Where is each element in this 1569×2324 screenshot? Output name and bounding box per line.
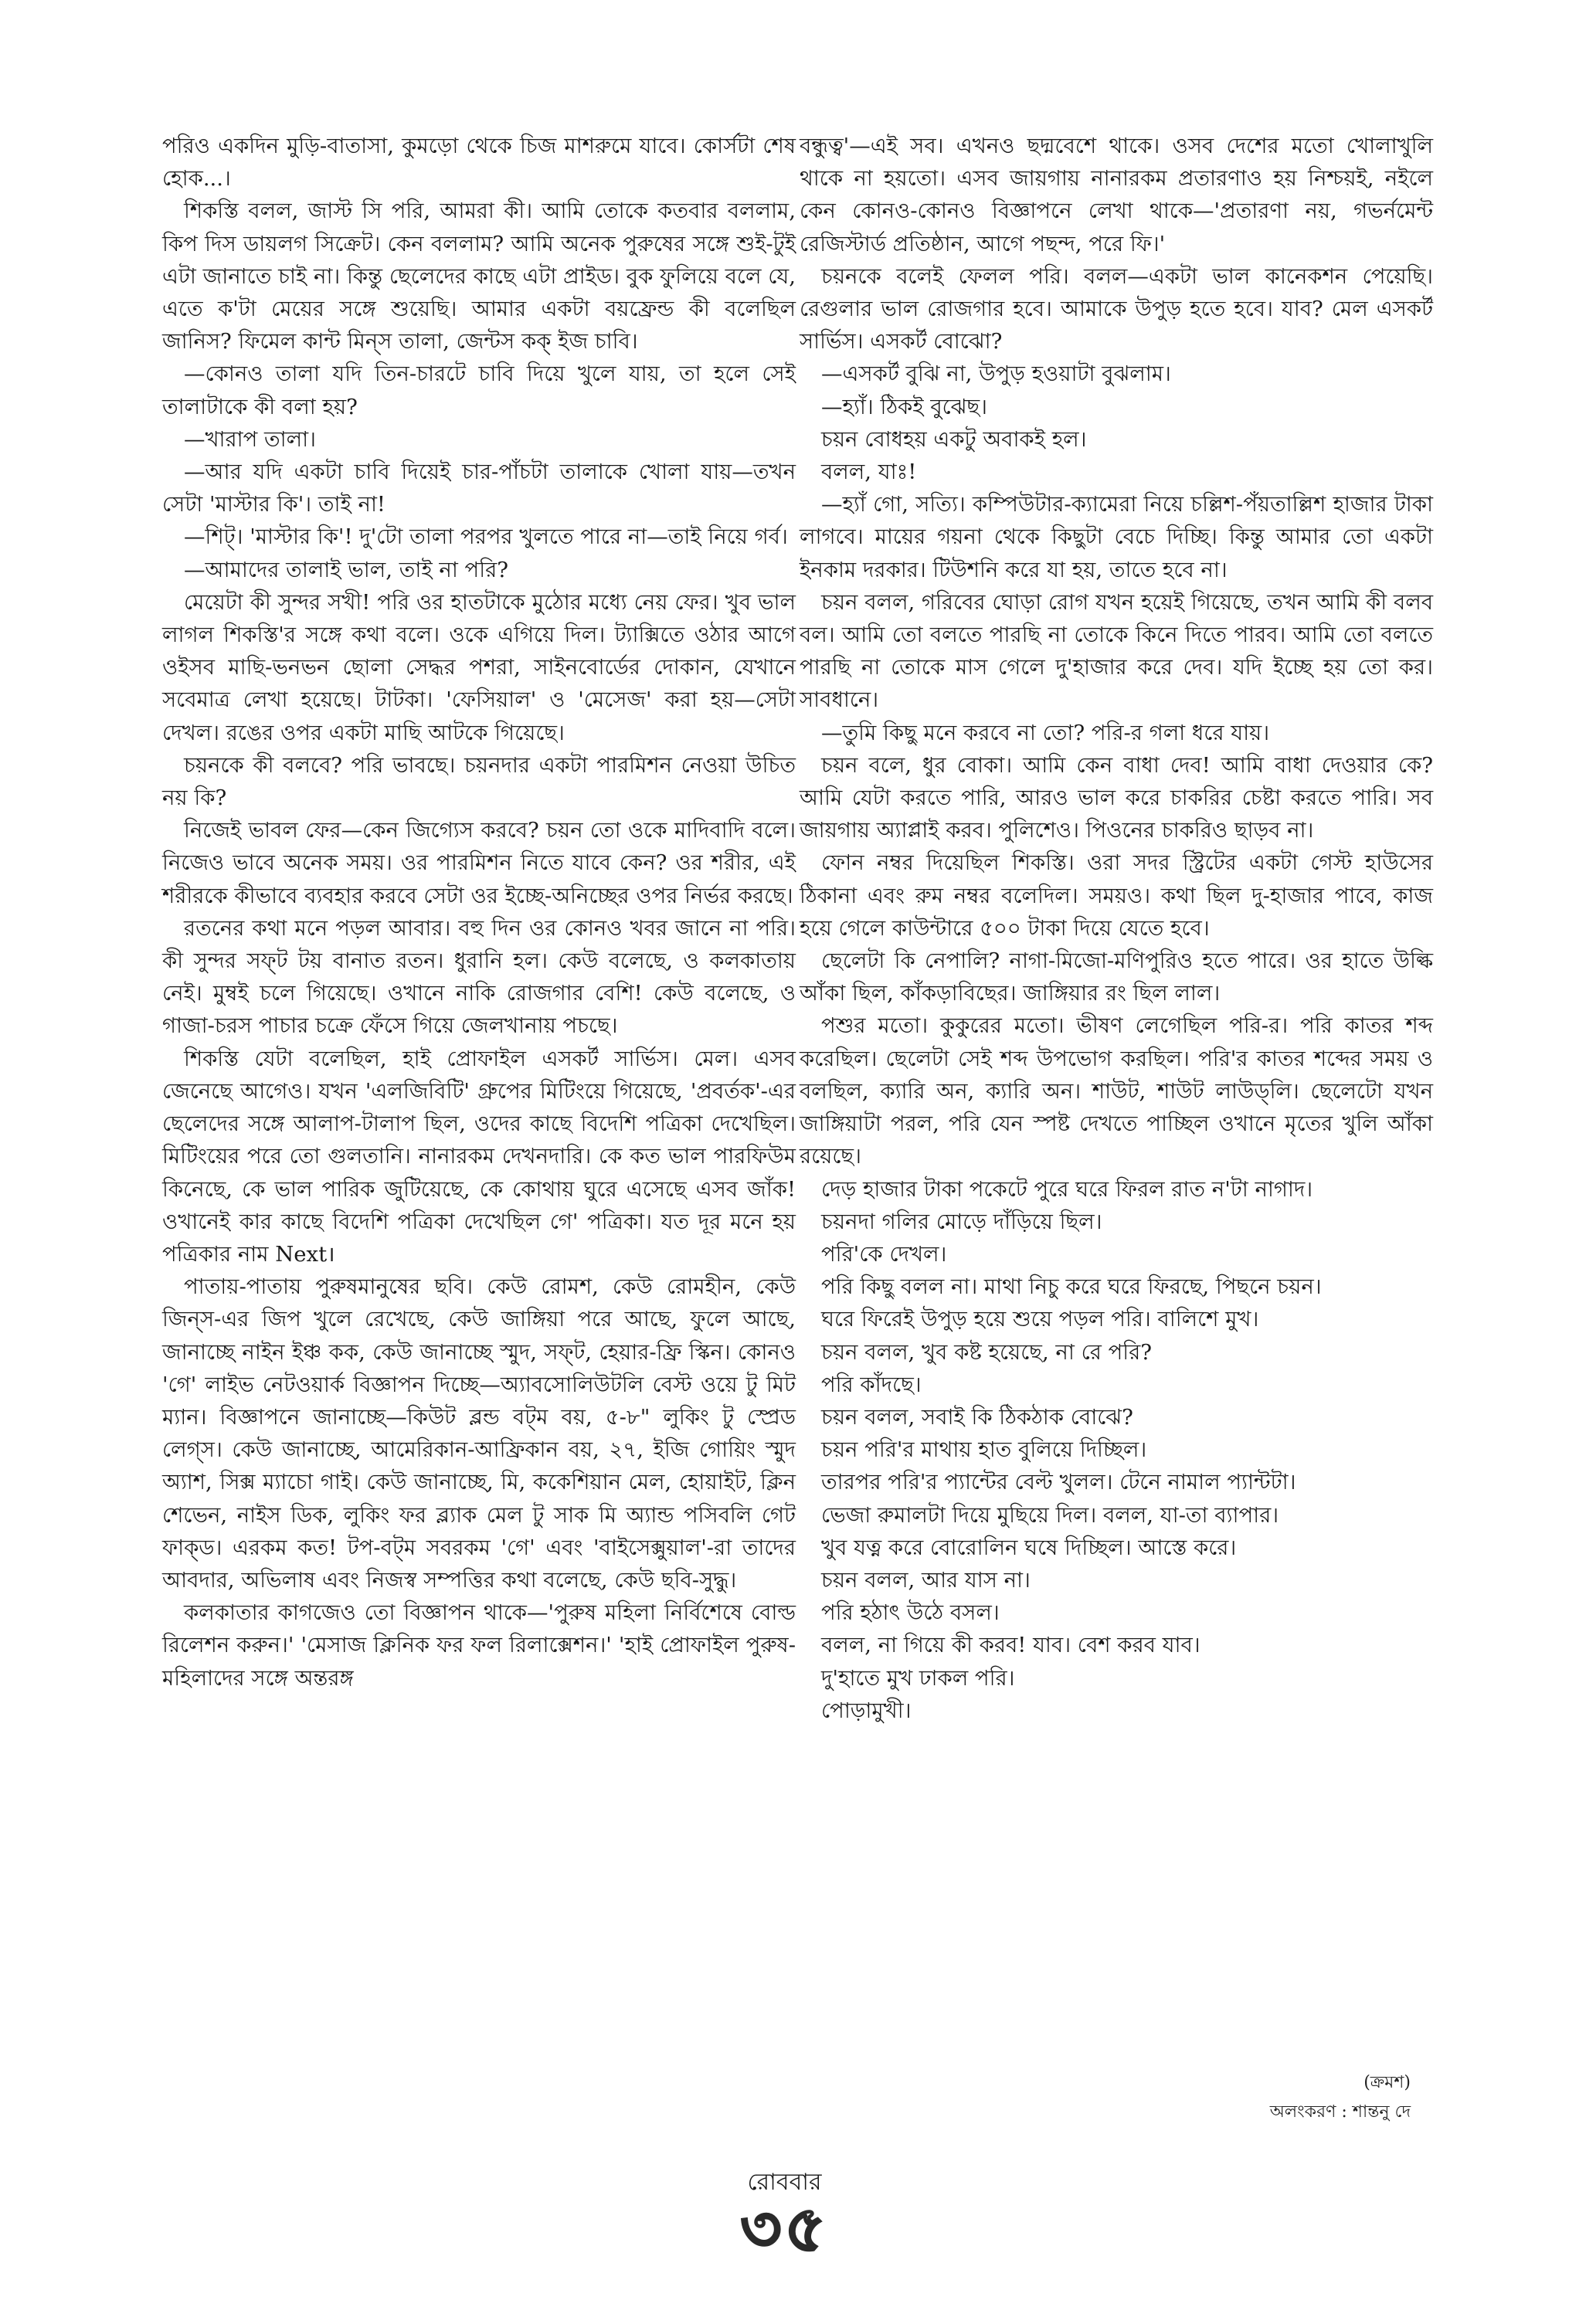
publication-name: রোববার xyxy=(747,2169,822,2196)
paragraph: পশুর মতো। কুকুরের মতো। ভীষণ লেগেছিল পরি-র। পরি কাতর শব্দ করেছিল। ছেলেটা সেই শব্দ উপভোগ করছিল। পরি'র কাতর শব্দের সময় ও বলছিল, ক্যারি অন, ক্যারি অন। শাউট, শাউট লাউড্‌লি। ছেলেটো যখন জাঙ্গিয়াটা পরল, পরি যেন স্পষ্ট দেখতে পাচ্ছিল ওখানে মৃতের খুলি আঁকা রয়েছে। xyxy=(800,1013,1433,1169)
paragraph: —আর যদি একটা চাবি দিয়েই চার-পাঁচটা তালাকে খোলা যায়—তখন সেটা 'মাস্টার কি'। তাই না! xyxy=(162,460,796,517)
paragraph: —হ্যাঁ গো, সত্যি। কম্পিউটার-ক্যামেরা নিয়ে চল্লিশ-পঁয়তাল্লিশ হাজার টাকা লাগবে। মায়ের গয়না থেকে কিছুটা বেচে দিচ্ছি। কিন্তু আমার তো একটা ইনকাম দরকার। টিউশনি করে যা হয়, তাতে হবে না। xyxy=(800,492,1433,582)
paragraph: —এসকর্ট বুঝি না, উপুড় হওয়াটা বুঝলাম। xyxy=(821,361,1171,387)
paragraph: চয়ন পরি'র মাথায় হাত বুলিয়ে দিচ্ছিল। xyxy=(821,1437,1147,1463)
paragraph: চয়নকে বলেই ফেলল পরি। বলল—একটা ভাল কানেকশন পেয়েছি। রেগুলার ভাল রোজগার হবে। আমাকে উপুড় হতে হবে। যাব? মেল এসকর্ট সার্ভিস। এসকর্ট বোঝো? xyxy=(800,263,1433,355)
paragraph: বলল, না গিয়ে কী করব! যাব। বেশ করব যাব। xyxy=(821,1633,1201,1658)
paragraph: ঘরে ফিরেই উপুড় হয়ে শুয়ে পড়ল পরি। বালিশে মুখ। xyxy=(821,1307,1259,1332)
paragraph: পরি হঠাৎ উঠে বসল। xyxy=(821,1600,1000,1626)
paragraph: চয়নকে কী বলবে? পরি ভাবছে। চয়নদার একটা পারমিশন নেওয়া উচিত নয় কি? xyxy=(162,752,796,811)
paragraph: —হ্যাঁ। ঠিকই বুঝেছ। xyxy=(821,394,987,419)
page-number: ৩৫ xyxy=(740,2192,829,2266)
paragraph: চয়ন বলল, আর যাস না। xyxy=(821,1567,1031,1593)
paragraph: বন্ধুত্ব'—এই সব। এখনও ছদ্মবেশে থাকে। ওসব দেশের মতো খোলাখুলি থাকে না হয়তো। এসব জায়গায় নানারকম প্রতারণাও হয় নিশ্চয়ই, নইলে কেন কোনও-কোনও বিজ্ঞাপনে লেখা থাকে—'প্রতারণা নয়, গভর্নমেন্ট রেজিস্টার্ড প্রতিষ্ঠান, আগে পছন্দ, পরে ফি।' xyxy=(800,134,1433,256)
paragraph: পাতায়-পাতায় পুরুষমানুষের ছবি। কেউ রোমশ, কেউ রোমহীন, কেউ জিন্‌স-এর জিপ খুলে রেখেছে, কেউ জাঙ্গিয়া পরে আছে, ফুলে আছে, জানাচ্ছে নাইন ইঞ্চ কক, কেউ জানাচ্ছে স্মুদ, সফ্‌ট, হেয়ার-ফ্রি স্কিন। কোনও 'গে' লাইভ নেটওয়ার্ক বিজ্ঞাপন দিচ্ছে—অ্যাবসোলিউটলি বেস্ট ওয়ে টু মিট ম্যান। বিজ্ঞাপনে জানাচ্ছে—কিউট ব্লন্ড বট্‌ম বয়, ৫-৮" লুকিং টু স্প্রেড লেগ্‌স। কেউ জানাচ্ছে, আমেরিকান-আফ্রিকান বয়, ২৭, ইজি গোয়িং স্মুদ অ্যাশ, সিক্স ম্যাচো গাই। কেউ জানাচ্ছে, মি, ককেশিয়ান মেল, হোয়াইট, ক্লিন শেভেন, নাইস ডিক, লুকিং ফর ব্ল্যাক মেল টু সাক মি অ্যান্ড পসিবলি গেট ফাক্‌ড। এরকম কত! টপ-বট্‌ম সবরকম 'গে' এবং 'বাইসেক্সুয়াল'-রা তাদের আবদার, অভিলাষ এবং নিজস্ব সম্পত্তির কথা বলেছে, কেউ ছবি-সুদ্ধু। xyxy=(162,1274,796,1593)
paragraph: চয়নদা গলির মোড়ে দাঁড়িয়ে ছিল। xyxy=(821,1209,1102,1234)
paragraph: পোড়ামুখী। xyxy=(821,1698,912,1723)
paragraph: ছেলেটা কি নেপালি? নাগা-মিজো-মণিপুরিও হতে পারে। ওর হাতে উল্কি আঁকা ছিল, কাঁকড়াবিছের। জাঙ্গিয়ার রং ছিল লাল। xyxy=(800,948,1433,1006)
paragraph: পরিও একদিন মুড়ি-বাতাসা, কুমড়ো থেকে চিজ মাশরুমে যাবে। কোর্সটা শেষ হোক...। xyxy=(162,134,796,192)
paragraph: রতনের কথা মনে পড়ল আবার। বহু দিন ওর কোনও খবর জানে না পরি। কী সুন্দর সফ্‌ট টয় বানাত রতন। ধুরানি হল। কেউ বলেছে, ও কলকাতায় নেই। মুম্বই চলে গিয়েছে। ওখানে নাকি রোজগার বেশি! কেউ বলেছে, ও গাজা-চরস পাচার চক্রে ফেঁসে গিয়ে জেলখানায় পচছে। xyxy=(162,915,796,1039)
paragraph: খুব যত্ন করে বোরোলিন ঘষে দিচ্ছিল। আস্তে করে। xyxy=(821,1535,1237,1560)
paragraph: দু'হাতে মুখ ঢাকল পরি। xyxy=(821,1665,1015,1691)
paragraph: —কোনও তালা যদি তিন-চারটে চাবি দিয়ে খুলে যায়, তা হলে সেই তালাটাকে কী বলা হয়? xyxy=(162,361,796,419)
paragraph: পরি কিছু বলল না। মাথা নিচু করে ঘরে ফিরছে, পিছনে চয়ন। xyxy=(821,1274,1322,1300)
paragraph: বলল, যাঃ! xyxy=(821,460,917,485)
illustration-credit: অলংকরণ : শান্তনু দে xyxy=(1269,2102,1411,2122)
paragraph: শিকস্তি যেটা বলেছিল, হাই প্রোফাইল এসকর্ট সার্ভিস। মেল। এসব জেনেছে আগেও। যখন 'এলজিবিটি' গ্রুপের মিটিংয়ে গিয়েছে, 'প্রবর্তক'-এর ছেলেদের সঙ্গে আলাপ-টালাপ ছিল, ওদের কাছে বিদেশি পত্রিকা দেখেছিল। মিটিংয়ের পরে তো গুলতানি। নানারকম দেখনদারি। কে কত ভাল পারফিউম কিনেছে, কে ভাল পারিক জুটিয়েছে, কে কোথায় ঘুরে এসেছে এসব জাঁক! ওখানেই কার কাছে বিদেশি পত্রিকা দেখেছিল গে' পত্রিকা। যত দূর মনে হয় পত্রিকার নাম Next। xyxy=(162,1046,796,1267)
paragraph: শিকস্তি বলল, জাস্ট সি পরি, আমরা কী। আমি তোকে কতবার বললাম, কিপ দিস ডায়লগ সিক্রেট। কেন বললাম? আমি অনেক পুরুষের সঙ্গে শুই-টুই এটা জানাতে চাই না। কিন্তু ছেলেদের কাছে এটা প্রাইড। বুক ফুলিয়ে বলে যে, এতে ক'টা মেয়ের সঙ্গে শুয়েছি। আমার একটা বয়ফ্রেন্ড কী বলেছিল জানিস? ফিমেল কান্ট মিন্‌স তালা, জেন্টস কক্‌ ইজ চাবি। xyxy=(162,198,796,355)
paragraph: কলকাতার কাগজেও তো বিজ্ঞাপন থাকে—'পুরুষ মহিলা নির্বিশেষে বোল্ড রিলেশন করুন।' 'মেসাজ ক্লিনিক ফর ফল রিলাক্সেশন।' 'হাই প্রোফাইল পুরুষ-মহিলাদের সঙ্গে অন্তরঙ্গ xyxy=(162,1600,796,1691)
paragraph: চয়ন বোধহয় একটু অবাকই হল। xyxy=(821,426,1087,452)
paragraph: তারপর পরি'র প্যান্টের বেল্ট খুলল। টেনে নামাল প্যান্টটা। xyxy=(821,1470,1296,1495)
paragraph: মেয়েটা কী সুন্দর সখী! পরি ওর হাতটাকে মুঠোর মধ্যে নেয় ফের। খুব ভাল লাগল শিকস্তি'র সঙ্গে কথা বলে। ওকে এগিয়ে দিল। ট্যাক্সিতে ওঠার আগে ওইসব মাছি-ভনভন ছোলা সেদ্ধর পশরা, সাইনবোর্ডের দোকান, যেখানে সবেমাত্র লেখা হয়েছে। টাটকা। 'ফেসিয়াল' ও 'মেসেজ' করা হয়—সেটা দেখল। রঙের ওপর একটা মাছি আটকে গিয়েছে। xyxy=(162,589,796,745)
paragraph: পরি কাঁদছে। xyxy=(821,1372,922,1397)
paragraph: ভেজা রুমালটা দিয়ে মুছিয়ে দিল। বলল, যা-তা ব্যাপার। xyxy=(821,1502,1279,1528)
paragraph: —আমাদের তালাই ভাল, তাই না পরি? xyxy=(184,557,508,582)
paragraph: —শিট্‌। 'মাস্টার কি'! দু'টো তালা পরপর খুলতে পারে না—তাই নিয়ে গর্ব। xyxy=(184,524,788,550)
paragraph: —তুমি কিছু মনে করবে না তো? পরি-র গলা ধরে যায়। xyxy=(821,720,1270,745)
paragraph: নিজেই ভাবল ফের—কেন জিগ্যেস করবে? চয়ন তো ওকে মাদিবাদি বলে। নিজেও ভাবে অনেক সময়। ওর পারমিশন নিতে যাবে কেন? ওর শরীর, এই শরীরকে কীভাবে ব্যবহার করবে সেটা ওর ইচ্ছে-অনিচ্ছের ওপর নির্ভর করছে। xyxy=(162,818,796,908)
paragraph: চয়ন বলল, সবাই কি ঠিকঠাক বোঝে? xyxy=(821,1404,1133,1430)
paragraph: চয়ন বলল, গরিবের ঘোড়া রোগ যখন হয়েই গিয়েছে, তখন আমি কী বলব বল। আমি তো বলতে পারছি না তোকে কিনে দিতে পারব। আমি তো বলতে পারছি না তোকে মাস গেলে দু'হাজার করে দেব। যদি ইচ্ছে হয় তো কর। সাবধানে। xyxy=(800,589,1433,713)
paragraph: —খারাপ তালা। xyxy=(184,426,316,452)
continued-label: (ক্রমশ) xyxy=(1364,2073,1411,2092)
paragraph: ফোন নম্বর দিয়েছিল শিকস্তি। ওরা সদর স্ট্রিটের একটা গেস্ট হাউসের ঠিকানা এবং রুম নম্বর বলেদিল। সময়ও। কথা ছিল দু-হাজার পাবে, কাজ হয়ে গেলে কাউন্টারে ৫০০ টাকা দিয়ে যেতে হবে। xyxy=(800,850,1433,941)
paragraph: দেড় হাজার টাকা পকেটে পুরে ঘরে ফিরল রাত ন'টা নাগাদ। xyxy=(821,1176,1313,1202)
paragraph: চয়ন বলে, ধুর বোকা। আমি কেন বাধা দেব! আমি বাধা দেওয়ার কে? আমি যেটা করতে পারি, আরও ভাল করে চাকরির চেষ্টা করতে পারি। সব জায়গায় অ্যাপ্লাই করব। পুলিশেও। পিওনের চাকরিও ছাড়ব না। xyxy=(800,752,1433,843)
paragraph: চয়ন বলল, খুব কষ্ট হয়েছে, না রে পরি? xyxy=(821,1339,1152,1365)
paragraph: পরি'কে দেখল। xyxy=(821,1241,947,1267)
article-column-left xyxy=(162,130,796,1695)
article-column-right xyxy=(800,130,1433,1727)
